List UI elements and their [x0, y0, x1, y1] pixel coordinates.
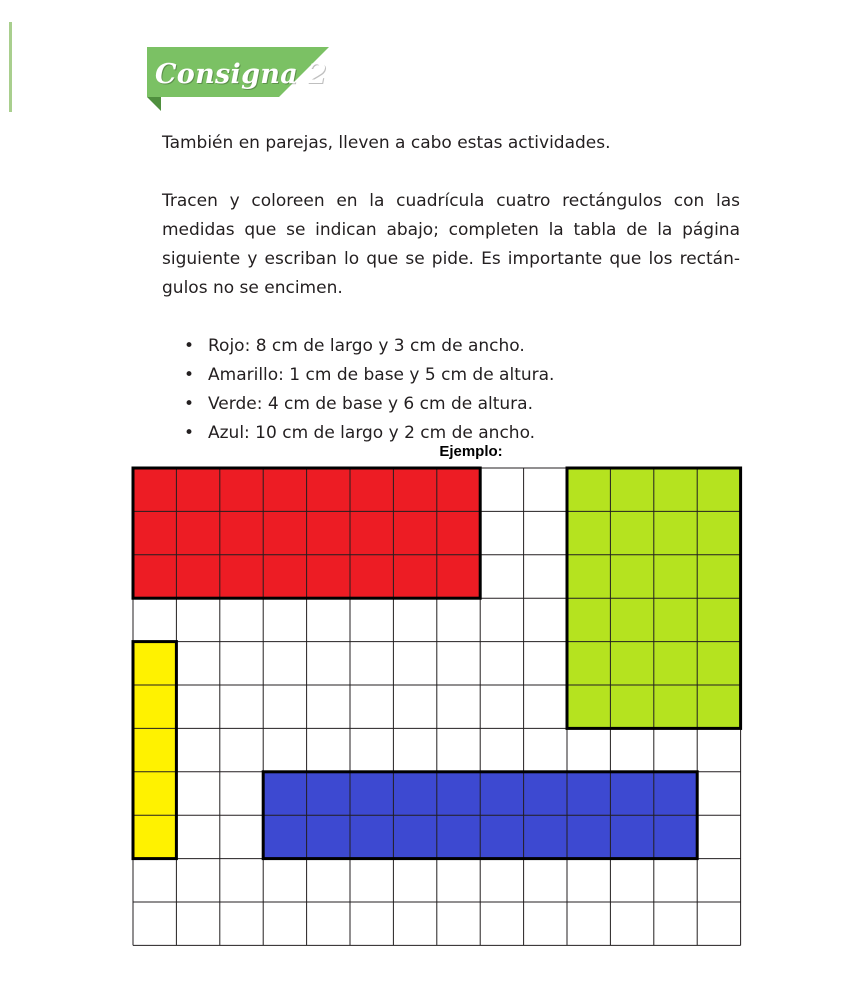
list-item-text: Verde: 4 cm de base y 6 cm de altura.	[208, 394, 533, 414]
rectangle-amarillo-fill	[133, 642, 176, 859]
bullet-dot: •	[184, 394, 195, 414]
bullet-dot: •	[184, 423, 195, 443]
bullet-dot: •	[184, 336, 195, 356]
bullet-dot: •	[184, 365, 195, 385]
list-item-text: Azul: 10 cm de largo y 2 cm de ancho.	[208, 423, 536, 443]
list-item-text: Amarillo: 1 cm de base y 5 cm de altura.	[208, 365, 555, 385]
intro-paragraph: También en parejas, lleven a cabo estas actividades.	[162, 133, 611, 153]
list-item-text: Rojo: 8 cm de largo y 3 cm de ancho.	[208, 336, 525, 356]
example-label: Ejemplo:	[439, 443, 503, 460]
banner-title: Consigna 2	[155, 59, 327, 90]
instructions-paragraph: Tracen y coloreen en la cuadrícula cuatro rectángulos con las medidas que se indican abajo; completen la tabla de la página siguiente y escriban lo que se pide. Es importante que los rectán-gulos no se encimen.	[162, 191, 740, 298]
